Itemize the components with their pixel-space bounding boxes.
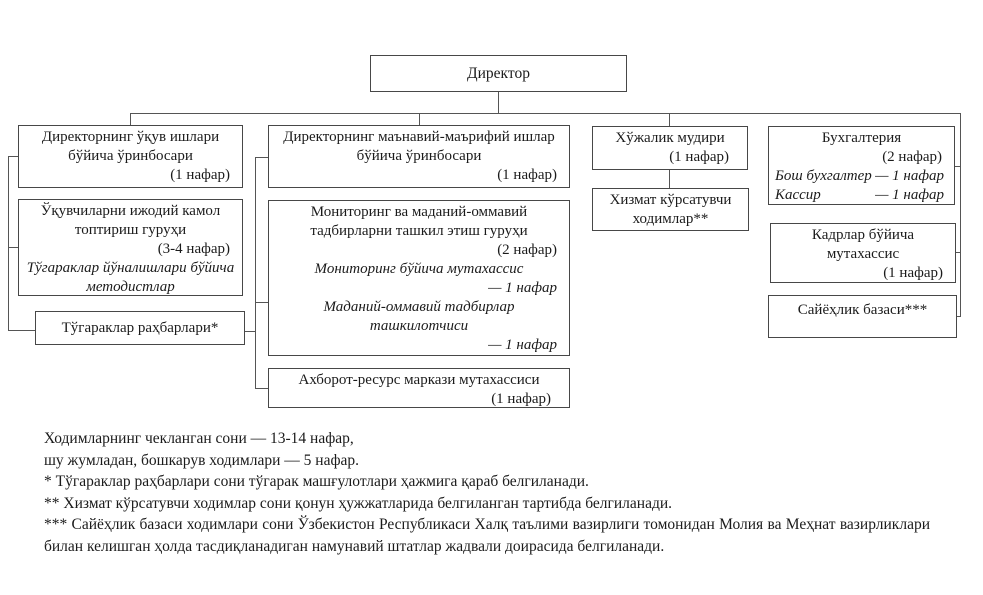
node-label: Директор (467, 65, 530, 82)
node-role-count: — 1 нафар (875, 187, 944, 203)
node-label: Хўжалик мудири (615, 130, 725, 146)
node-count: (1 нафар) (669, 149, 729, 165)
node-label: Кадрлар бўйича мутахассис (811, 227, 915, 262)
node-director (370, 55, 627, 92)
node-monitoring-group (268, 200, 570, 356)
node-label: Сайёҳлик базаси*** (797, 302, 928, 318)
node-label: Ўқувчиларни ижодий камол топтириш гуруҳи (40, 203, 221, 238)
node-label: Ахборот-ресурс маркази мутахассиси (298, 372, 540, 388)
node-role-label: Бош бухгалтер (775, 168, 872, 184)
node-role-count: — 1 нафар (488, 280, 557, 296)
node-accounting (768, 126, 955, 205)
node-label: Хизмат кўрсатувчи ходимлар** (609, 191, 732, 227)
connector-right-vertical (960, 113, 961, 317)
connector-tick-club-leaders (8, 330, 35, 331)
node-role-row (773, 186, 950, 205)
node-role-label: Маданий-оммавий тадбирлар ташкилотчиси (323, 299, 515, 334)
connector-tick-monitoring (255, 302, 268, 303)
connector-left-vertical (8, 156, 9, 331)
node-deputy-study (18, 125, 243, 188)
node-creative-group (18, 199, 243, 296)
node-count: (1 нафар) (883, 265, 943, 281)
node-hr-specialist (770, 223, 956, 283)
connector-drop-deputy-moral (419, 113, 420, 125)
connector-tick-club-leaders-right (245, 331, 255, 332)
connector-drop-household (669, 113, 670, 126)
node-role-label: Мониторинг бўйича мутахассис (314, 261, 524, 277)
node-role-label: Кассир (775, 187, 821, 203)
node-count: (1 нафар) (170, 167, 230, 183)
node-role-row (773, 167, 950, 186)
connector-tick-deputy-study (8, 156, 18, 157)
connector-tick-tourism (957, 316, 961, 317)
node-service-staff (592, 188, 749, 231)
node-household-manager (592, 126, 748, 170)
node-count: (1 нафар) (491, 391, 551, 407)
node-label: Директорнинг ўқув ишлари бўйича ўринбосари (41, 129, 220, 164)
connector-main-horizontal (130, 113, 961, 114)
node-count: (1 нафар) (497, 167, 557, 183)
node-count: (2 нафар) (882, 149, 942, 165)
node-label: Тўгараклар раҳбарлари* (61, 319, 219, 336)
connector-drop-deputy-study (130, 113, 131, 125)
node-count: (2 нафар) (497, 242, 557, 258)
node-count: (3-4 нафар) (157, 241, 230, 257)
node-club-leaders (35, 311, 245, 345)
node-info-resource-specialist (268, 368, 570, 408)
connector-tick-accounting (955, 166, 961, 167)
footnote-service-staff: ** Хизмат кўрсатувчи ходимлар сони қонун ҳужжатларида белгиланган тартибда белгиланади. (44, 494, 673, 512)
connector-mid-vertical (255, 157, 256, 388)
footnote-limit-management: шу жумладан, бошкарув ходимлари — 5 нафар. (44, 451, 359, 469)
footnote-tourism-base: *** Сайёҳлик базаси ходимлари сони Ўзбекистон Республикаси Халқ таълими вазирлиги томонидан Молия ва Меҳнат вазирликлари билан келишган ҳолда тасдиқланадиган намунавий штатлар жадвали доирасида белгиланади. (44, 516, 930, 555)
node-role-count: — 1 нафар (875, 168, 944, 184)
node-tourism-base (768, 295, 957, 338)
connector-tick-info-resource (255, 388, 268, 389)
connector-director-drop (498, 92, 499, 113)
connector-tick-hr (956, 252, 961, 253)
node-label: Мониторинг ва маданий-оммавий тадбирларни ташкил этиш гуруҳи (310, 204, 528, 239)
node-role-count: — 1 нафар (488, 337, 557, 353)
connector-tick-creative-group (8, 247, 18, 248)
node-label: Бухгалтерия (821, 130, 902, 146)
node-label: Директорнинг маънавий-маърифий ишлар бўйича ўринбосари (283, 129, 555, 164)
footnotes (44, 428, 930, 557)
connector-tick-deputy-moral (255, 157, 268, 158)
node-role-label: Тўгараклар йўналишлари бўйича методистлар (26, 260, 235, 295)
node-deputy-moral (268, 125, 570, 188)
footnote-club-leaders: * Тўгараклар раҳбарлари сони тўгарак машғулотлари ҳажмига қараб белгиланади. (44, 473, 589, 490)
connector-household-service (669, 170, 670, 188)
footnote-limit-total: Ходимларнинг чекланган сони — 13-14 нафар, (44, 430, 354, 447)
